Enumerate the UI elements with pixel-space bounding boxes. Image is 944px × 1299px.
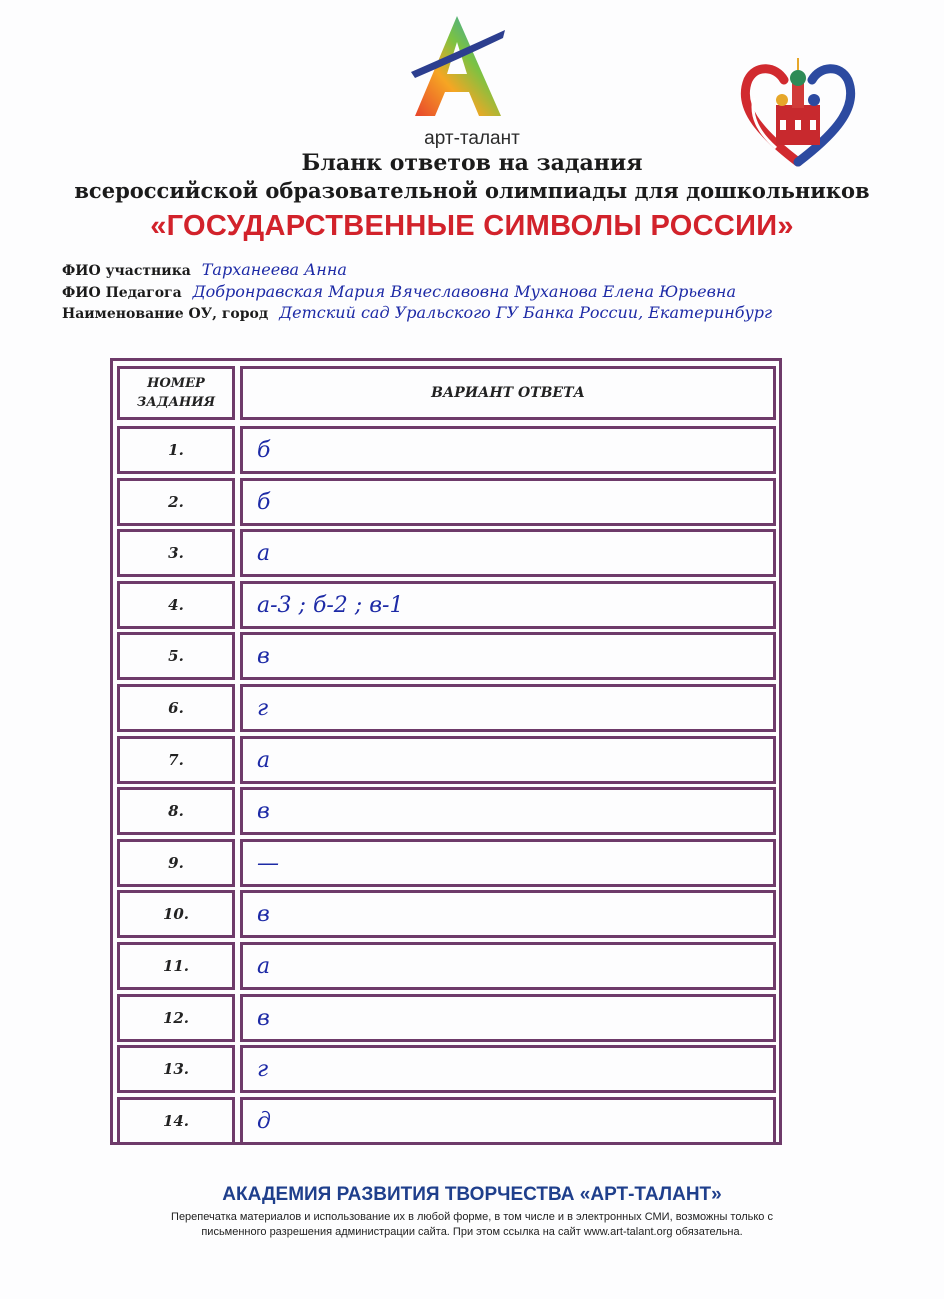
task-number-cell: 11. [117, 942, 235, 990]
brand-name: арт-талант [424, 128, 520, 149]
art-talant-logo-icon [405, 12, 510, 124]
table-row [0, 942, 944, 990]
answer-cell: в [240, 787, 776, 835]
task-number-cell: 2. [117, 478, 235, 526]
teacher-label: ФИО Педагога [62, 285, 182, 301]
answer-cell: г [240, 1045, 776, 1093]
task-number-cell: 6. [117, 684, 235, 732]
answer-cell: а [240, 942, 776, 990]
table-row [0, 1045, 944, 1093]
answer-cell: а [240, 529, 776, 577]
task-number-cell: 7. [117, 736, 235, 784]
organization-value: Детский сад Уральского ГУ Банка России, Екатеринбург [279, 303, 773, 322]
copyright-notice-line1: Перепечатка материалов и использование их в любой форме, в том числе и в электронных СМИ, возможны только с [171, 1211, 773, 1223]
table-row [0, 684, 944, 732]
copyright-notice [60, 1210, 884, 1240]
task-number-cell: 3. [117, 529, 235, 577]
answer-cell: б [240, 426, 776, 474]
answer-cell: а [240, 736, 776, 784]
table-row [0, 529, 944, 577]
answer-cell: д [240, 1097, 776, 1145]
task-number-cell: 1. [117, 426, 235, 474]
olympiad-name: «ГОСУДАРСТВЕННЫЕ СИМВОЛЫ РОССИИ» [150, 210, 794, 242]
sheet-title: Бланк ответов на задания [301, 150, 643, 176]
table-row [0, 994, 944, 1042]
answer-cell: — [240, 839, 776, 887]
participant-field [62, 260, 347, 279]
table-row [0, 890, 944, 938]
answer-cell: а-3 ; б-2 ; в-1 [240, 581, 776, 629]
header-task-number: НОМЕР ЗАДАНИЯ [117, 366, 235, 420]
copyright-notice-line2: письменного разрешения администрации сайта. При этом ссылка на сайт www.art-talant.org обязательна. [201, 1226, 743, 1238]
table-row [0, 478, 944, 526]
task-number-cell: 14. [117, 1097, 235, 1145]
sheet-subtitle: всероссийской образовательной олимпиады для дошкольников [74, 178, 870, 203]
task-number-cell: 10. [117, 890, 235, 938]
task-number-cell: 5. [117, 632, 235, 680]
teacher-field [62, 282, 736, 301]
table-row [0, 787, 944, 835]
organization-label: Наименование ОУ, город [62, 306, 269, 322]
participant-label: ФИО участника [62, 263, 191, 279]
task-number-cell: 4. [117, 581, 235, 629]
teacher-value: Добронравская Мария Вячеславовна Муханова Елена Юрьевна [192, 282, 736, 301]
participant-value: Тарханеева Анна [201, 260, 347, 279]
academy-title: АКАДЕМИЯ РАЗВИТИЯ ТВОРЧЕСТВА «АРТ-ТАЛАНТ» [222, 1184, 722, 1205]
table-row [0, 632, 944, 680]
table-row [0, 736, 944, 784]
task-number-cell: 9. [117, 839, 235, 887]
organization-field [62, 303, 772, 322]
table-row [0, 426, 944, 474]
task-number-cell: 8. [117, 787, 235, 835]
table-row [0, 839, 944, 887]
table-row [0, 581, 944, 629]
answer-cell: б [240, 478, 776, 526]
task-number-cell: 12. [117, 994, 235, 1042]
answer-cell: г [240, 684, 776, 732]
answer-cell: в [240, 632, 776, 680]
header-answer-variant: ВАРИАНТ ОТВЕТА [240, 366, 776, 420]
answer-cell: в [240, 994, 776, 1042]
answer-cell: в [240, 890, 776, 938]
task-number-cell: 13. [117, 1045, 235, 1093]
table-row [0, 1097, 944, 1145]
